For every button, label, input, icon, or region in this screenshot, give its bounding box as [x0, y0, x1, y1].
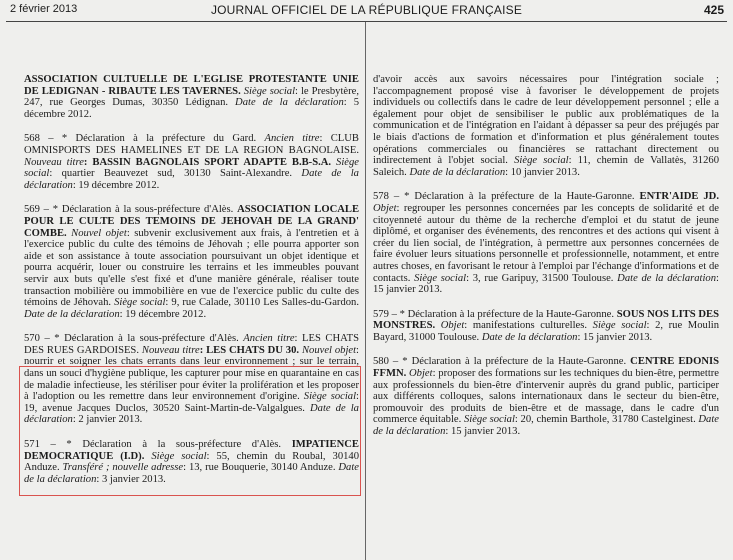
objet-label: Nouvel objet: [71, 227, 127, 239]
continued-text: d'avoir accès aux savoirs nécessaires pour l'intégration sociale ; l'accompagnement proposé vise à favoriser le développement de projets individuels ou collectifs dans le cadre de leur développement personnel ; elle a également pour objet de sensibiliser le public aux problématiques de la communication et de l'intégration en l'aidant à dépasser sa peur des préjugés par le biais d'actions de formation et d'information et plus généralement toutes opérations commerciales ou financières se rattachant directement ou indirectement à l'objet social.: [373, 74, 719, 167]
header-date: 2 février 2013: [10, 3, 78, 15]
siege-value: : 11, chemin de Vallatès, 31260 Saleich.: [373, 155, 719, 178]
column-divider: [365, 22, 366, 560]
entry-eglise-protestante: [24, 74, 359, 120]
date-value: : 15 janvier 2013.: [445, 426, 521, 438]
date-label: Date de la déclaration: [24, 168, 359, 191]
date-value: : 2 janvier 2013.: [72, 414, 143, 426]
siege-label: Siège social: [303, 391, 357, 403]
siege-value: : 20, chemin Barthole, 31780 Castelginest.: [514, 414, 696, 426]
siege-label: Siège social: [514, 155, 569, 167]
entry-intro: 580 – * Déclaration à la préfecture de la Haute-Garonne.: [373, 356, 627, 368]
siege-label: Siège social: [243, 85, 296, 97]
date-value: : 19 décembre 2012.: [119, 308, 207, 320]
date-value: : 19 décembre 2012.: [72, 179, 160, 191]
page-number: 425: [703, 3, 724, 17]
date-value: : 5 décembre 2012.: [24, 97, 359, 120]
siege-value: : 9, rue Calade, 30110 Les Salles-du-Gardon.: [165, 297, 359, 309]
date-label: Date de la déclaration: [481, 331, 578, 343]
date-label: Date de la déclaration: [409, 166, 506, 178]
siege-value: : quartier Beauvezet sud, 30130 Saint-Alexandre.: [49, 168, 293, 180]
right-column: [373, 74, 719, 451]
entry-continuation: [373, 74, 719, 178]
objet-label: Objet: [440, 320, 465, 332]
association-name: IMPATIENCE DEMOCRATIQUE (I.D).: [24, 439, 359, 462]
objet-value: : nourrir et soigner les chats errants dans leur environnement ; sur le terrain, dans un souci d'hygiène publique, les capturer pour mise en quarantaine en cas de maladie infectieuse, les stériliser pour éviter la prolifération et les proposer à l'adoption ou les remettre dans leur environnement d'origine.: [24, 344, 359, 403]
entry-intro: 578 – * Déclaration à la préfecture de la Haute-Garonne.: [373, 191, 635, 203]
association-name: ASSOCIATION CULTUELLE DE L'EGLISE PROTESTANTE UNIE DE LEDIGNAN - RIBAUTE LES TAVERNES.: [24, 74, 359, 97]
entry-intro: 579 – * Déclaration à la préfecture de la Haute-Garonne.: [373, 308, 614, 320]
date-label: Date de la déclaration: [617, 272, 717, 284]
entry-intro: 571 – * Déclaration à la sous-préfecture d'Alès.: [24, 439, 282, 451]
objet-label: Objet: [373, 202, 397, 214]
siege-value: : le Presbytère, 247, rue Georges Dumas, 30350 Lédignan.: [24, 85, 359, 109]
association-name: ENTR'AIDE JD.: [639, 191, 719, 203]
date-label: Date de la déclaration: [373, 414, 719, 438]
date-value: : 15 janvier 2013.: [373, 272, 719, 296]
objet-label: Objet: [409, 368, 433, 380]
objet-value: : proposer des formations sur les techniques du bien-être, permettre aux professionnels du bien-être d'intervenir auprès du grand public, participer aux différents colloques, salons internationaux dans le secteur du bien-être, promouvoir des produits de bien-être et de massage, dans le cadre d'un commerce équitable.: [373, 368, 720, 426]
journal-title: JOURNAL OFFICIEL DE LA RÉPUBLIQUE FRANÇAISE: [210, 3, 523, 17]
nouveau-titre-value: : BASSIN BAGNOLAIS SPORT ADAPTE B.B-S.A.: [83, 156, 332, 168]
objet-label: Nouvel objet: [301, 344, 357, 356]
date-value: : 10 janvier 2013.: [505, 166, 580, 178]
entry-578: [373, 191, 719, 295]
siege-label: Siège social: [463, 414, 515, 426]
entry-580: [373, 356, 719, 437]
nouveau-titre-label: Nouveau titre: [141, 344, 200, 356]
siege-label: Siège social: [24, 156, 359, 180]
ancien-titre-label: Ancien titre: [243, 333, 295, 345]
ancien-titre-value: : LES CHATS DES RUES GARDOISES.: [24, 333, 359, 356]
entry-569: [24, 204, 359, 320]
siege-label: Siège social: [151, 450, 207, 462]
objet-value: : manifestations culturelles.: [464, 320, 588, 332]
entry-intro: 569 – * Déclaration à la sous-préfecture d'Alès.: [24, 204, 234, 216]
date-label: Date de la déclaration: [24, 462, 359, 485]
transfert-value: : 13, rue Bouquerie, 30140 Anduze.: [183, 462, 336, 474]
entry-568: [24, 133, 359, 191]
highlight-box: [19, 366, 361, 496]
association-name: SOUS NOS LITS DES MONSTRES.: [373, 308, 719, 332]
date-label: Date de la déclaration: [24, 402, 359, 426]
header-rule: [6, 21, 727, 22]
association-name: CENTRE EDONIS FFMN.: [373, 356, 719, 380]
date-value: : 15 janvier 2013.: [577, 331, 653, 343]
nouveau-titre-label: Nouveau titre: [24, 156, 84, 168]
nouveau-titre-value: : LES CHATS DU 30.: [199, 344, 300, 356]
ancien-titre-value: : CLUB OMNISPORTS DES HAMELINES ET DE LA REGION BAGNOLAISE.: [24, 133, 359, 156]
date-label: Date de la déclaration: [24, 308, 120, 320]
objet-value: : subvenir exclusivement aux frais, à l'entretien et à l'exercice public du culte des témoins de Jéhovah ; elle pourra apporter son aide et son assistance à toute association poursuivant un objet identique et pourra acquérir, louer ou construire les terrains et les immeubles pouvant servir aux buts qu'elle s'est fixé et d'une manière générale, réaliser toute transaction mobilière ou immobilière en vue de l'exercice public du culte des témoins de Jéhovah.: [24, 227, 359, 309]
entry-intro: 570 – * Déclaration à la sous-préfecture d'Alès.: [24, 333, 239, 345]
date-value: : 3 janvier 2013.: [96, 473, 166, 485]
siege-value: : 19, avenue Jacques Duclos, 30520 Saint-Martin-de-Valgalgues.: [24, 391, 359, 414]
ancien-titre-label: Ancien titre: [264, 133, 320, 145]
siege-label: Siège social: [414, 272, 467, 284]
objet-value: : regrouper les personnes concernées par les concepts de solidarité et de citoyenneté autour du thème de la recherche d'emploi et du statut de jeune diplômé, et organiser des événements, des rencontres et des actions qui visent à créer du lien social, de l'intégration, à permettre aux personnes concernées de faire évoluer leurs situations personnelle et professionnelle, notamment, et entre autres choses, en favorisant le retour à l'emploi par l'échange d'informations et de contacts.: [373, 202, 719, 284]
date-label: Date de la déclaration: [235, 97, 344, 109]
siege-label: Siège social: [592, 320, 647, 332]
siege-value: : 2, rue Moulin Bayard, 31000 Toulouse.: [373, 320, 720, 343]
siege-value: : 55, chemin du Roubal, 30140 Anduze.: [24, 450, 360, 474]
siege-value: : 3, rue Garipuy, 31500 Toulouse.: [466, 272, 614, 284]
transfert-label: Transféré ; nouvelle adresse: [62, 462, 184, 474]
siege-label: Siège social: [114, 297, 166, 309]
entry-intro: 568 – * Déclaration à la préfecture du Gard.: [24, 133, 257, 145]
association-name: ASSOCIATION LOCALE POUR LE CULTE DES TEMOINS DE JEHOVAH DE LA GRAND' COMBE.: [24, 204, 360, 239]
entry-579: [373, 309, 719, 344]
